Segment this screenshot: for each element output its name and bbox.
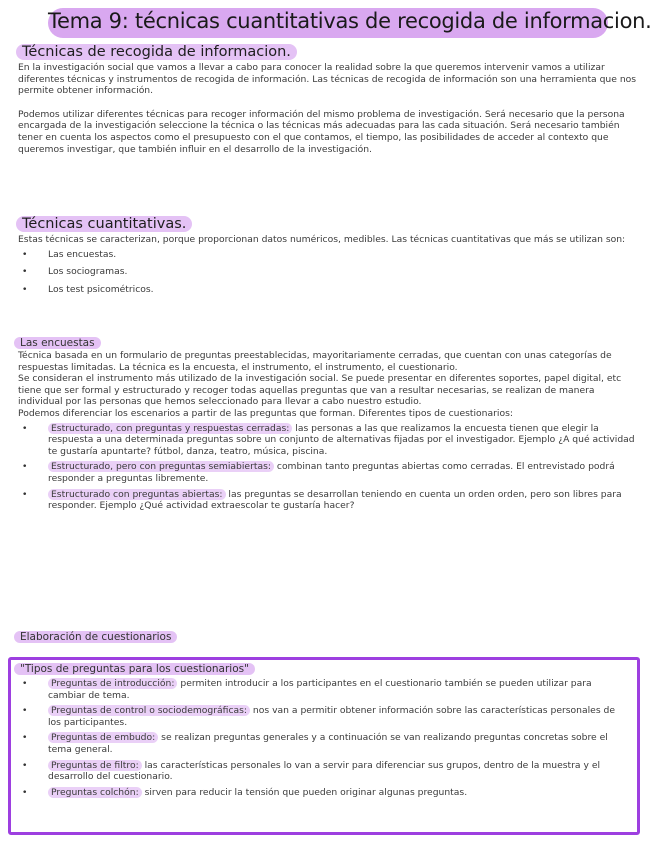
term: Estructurado con preguntas abiertas: xyxy=(48,489,226,500)
page-title xyxy=(48,6,652,40)
paragraph: Estas técnicas se caracterizan, porque proporcionan datos numéricos, medibles. Las técnicas cuantitativas que más se utilizan son: xyxy=(18,234,626,245)
paragraph: Técnica basada en un formulario de preguntas preestablecidas, mayoritariamente cerradas, que cuentan con unas categorías de respuestas limitadas. La técnica es la encuesta, el instrumento, el instrumento, el cuestionario. xyxy=(18,350,612,373)
question-types-content xyxy=(18,663,630,798)
question-type-list xyxy=(18,678,630,798)
section-heading: Técnicas de recogida de informacion. xyxy=(16,44,297,60)
term: Preguntas de introducción: xyxy=(48,678,177,689)
term: Preguntas colchón: xyxy=(48,787,142,798)
technique-list xyxy=(18,249,638,296)
section-recogida xyxy=(18,44,638,155)
list-item: • Preguntas de filtro: las características personales lo van a servir para diferenciar sus grupos, dentro de la muestra y el desarrollo del cuestionario. xyxy=(22,759,601,783)
term: Preguntas de filtro: xyxy=(48,760,142,771)
list-item: • Preguntas de embudo: se realizan preguntas generales y a continuación se van realizando preguntas concretas sobre el tema general. xyxy=(22,732,608,755)
term: Estructurado, con preguntas y respuestas cerradas: xyxy=(48,423,292,434)
section-encuestas xyxy=(18,337,638,512)
list-item: • Estructurado con preguntas abiertas: las preguntas se desarrollan teniendo en cuenta un orden orden, pero son libres para responder. Ejemplo ¿Qué actividad extraescolar te gustaría hacer? xyxy=(22,488,622,512)
list-item: • Los sociogramas. xyxy=(22,266,128,278)
list-item: • Preguntas colchón: sirven para reducir la tensión que pueden originar algunas preguntas. xyxy=(22,786,468,798)
list-item: • Los test psicométricos. xyxy=(22,283,154,295)
term: Estructurado, pero con preguntas semiabiertas: xyxy=(48,461,274,472)
section-elaboracion xyxy=(18,631,638,643)
list-item: • Preguntas de control o sociodemográficas: nos van a permitir obtener información sobre las características personales de los participantes. xyxy=(22,705,616,728)
title-text: Tema 9: técnicas cuantitativas de recogida de informacion. xyxy=(48,9,652,33)
section-cuantitativas xyxy=(18,216,638,295)
box-heading: "Tipos de preguntas para los cuestionarios" xyxy=(14,663,255,675)
list-item: • Preguntas de introducción: permiten introducir a los participantes en el cuestionario también se pueden utilizar para cambiar de tema. xyxy=(22,678,592,701)
list-item: • Estructurado, con preguntas y respuestas cerradas: las personas a las que realizamos la encuesta tienen que elegir la respuesta a una determinada preguntas sobre un conjunto de alternativas fijadas por el investigador. Ejemplo ¿A qué actividad te gustaría apuntarte? fútbol, danza, teatro, música, piscina. xyxy=(22,422,635,457)
paragraph: Podemos diferenciar los escenarios a partir de las preguntas que forman. Diferentes tipos de cuestionarios: xyxy=(18,407,513,419)
list-item: • Estructurado, pero con preguntas semiabiertas: combinan tanto preguntas abiertas como cerradas. El entrevistado podrá responder a preguntas libremente. xyxy=(22,461,615,484)
paragraph: Se consideran el instrumento más utilizado de la investigación social. Se puede presentar en diferentes soportes, papel digital, etc tiene que ser formal y estructurado y recoger todas aquellas preguntas que van a resultar necesarias, se realizan de manera individual por las personas que hemos seleccionado para llevar a cabo nuestro estudio. xyxy=(18,373,622,408)
section-heading: Elaboración de cuestionarios xyxy=(14,631,177,643)
term: Preguntas de control o sociodemográficas: xyxy=(48,705,250,716)
section-heading: Técnicas cuantitativas. xyxy=(16,216,192,232)
list-item: • Las encuestas. xyxy=(22,248,117,260)
term: Preguntas de embudo: xyxy=(48,732,158,743)
questionnaire-type-list xyxy=(18,423,638,512)
paragraph: Podemos utilizar diferentes técnicas para recoger información del mismo problema de investigación. Será necesario que la persona encargada de la investigación seleccione la técnica o las técnicas más adecuadas para las cada situación. Será necesario también tener en cuenta los aspectos como el presupuesto con el que contamos, el tiempo, las posibilidades de acceder al contexto que queremos investigar, que también influir en el desarrollo de la investigación. xyxy=(18,108,625,155)
paragraph: En la investigación social que vamos a llevar a cabo para conocer la realidad sobre la que queremos intervenir vamos a utilizar diferentes técnicas y instrumentos de recogida de información. Las técnicas de recogida de información son una herramienta que nos permite obtener información. xyxy=(18,62,637,97)
section-heading: Las encuestas xyxy=(14,337,101,349)
